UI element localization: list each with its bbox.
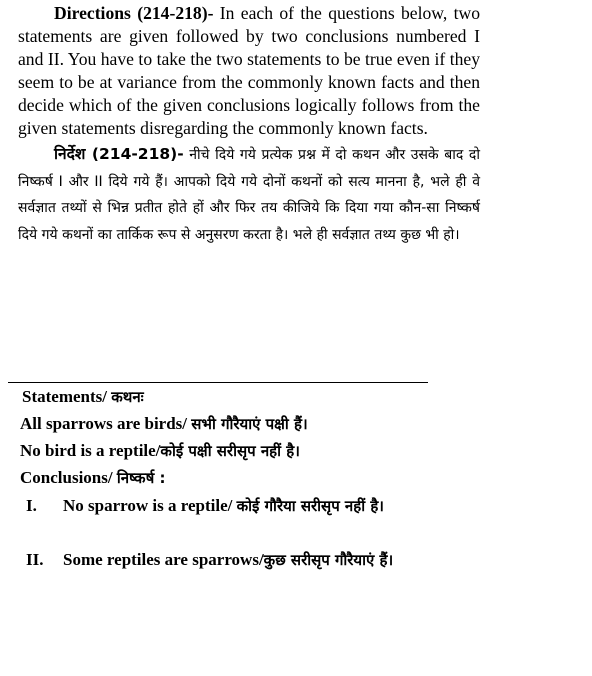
directions-hindi: [18, 141, 480, 247]
directions-english: [18, 2, 480, 140]
conclusion-text: Some reptiles are sparrows/कुछ सरीसृप गौरैयाएं हैं।: [63, 550, 394, 569]
directions-text: In each of the questions below, two statements are given followed by two conclusions numbered I and II. You have to take the two statements to be true even if they seem to be at variance from the commonly known facts and then decide which of the given conclusions logically follows from the given statements disregarding the commonly known facts.: [18, 3, 480, 138]
statement-1: All sparrows are birds/ सभी गौरैयाएं पक्षी हैं।: [20, 414, 308, 433]
conclusion-number: II.: [26, 550, 44, 569]
section-divider: [8, 382, 428, 383]
conclusion-number: I.: [26, 496, 37, 515]
conclusion-1: [26, 492, 430, 520]
conclusion-text: No sparrow is a reptile/ कोई गौरैया सरीसृप नहीं है।: [63, 496, 384, 515]
statement-2: No bird is a reptile/कोई पक्षी सरीसृप नहीं है।: [20, 441, 300, 460]
statements-heading: Statements/ कथनः: [22, 387, 144, 406]
conclusion-2: [26, 546, 430, 574]
directions-block: [18, 2, 480, 247]
directions-hindi-label: निर्देश (214-218)-: [54, 145, 184, 163]
directions-label: Directions (214-218)-: [54, 3, 214, 23]
directions-hindi-text: नीचे दिये गये प्रत्येक प्रश्न में दो कथन और उसके बाद दो निष्कर्ष I और II दिये गये हैं। आपको दिये गये दोनों कथनों को सत्य मानना है, भले ही वे सर्वज्ञात तथ्यों से भिन्न प्रतीत होते हों और फिर तय कीजिये कि दिया गया कौन-सा निष्कर्ष दिये गये कथनों का तार्किक रूप से अनुसरण करता है। भले ही सर्वज्ञात तथ्य कुछ भी हो।: [18, 147, 480, 243]
conclusions-heading: Conclusions/ निष्कर्ष :: [20, 468, 166, 487]
